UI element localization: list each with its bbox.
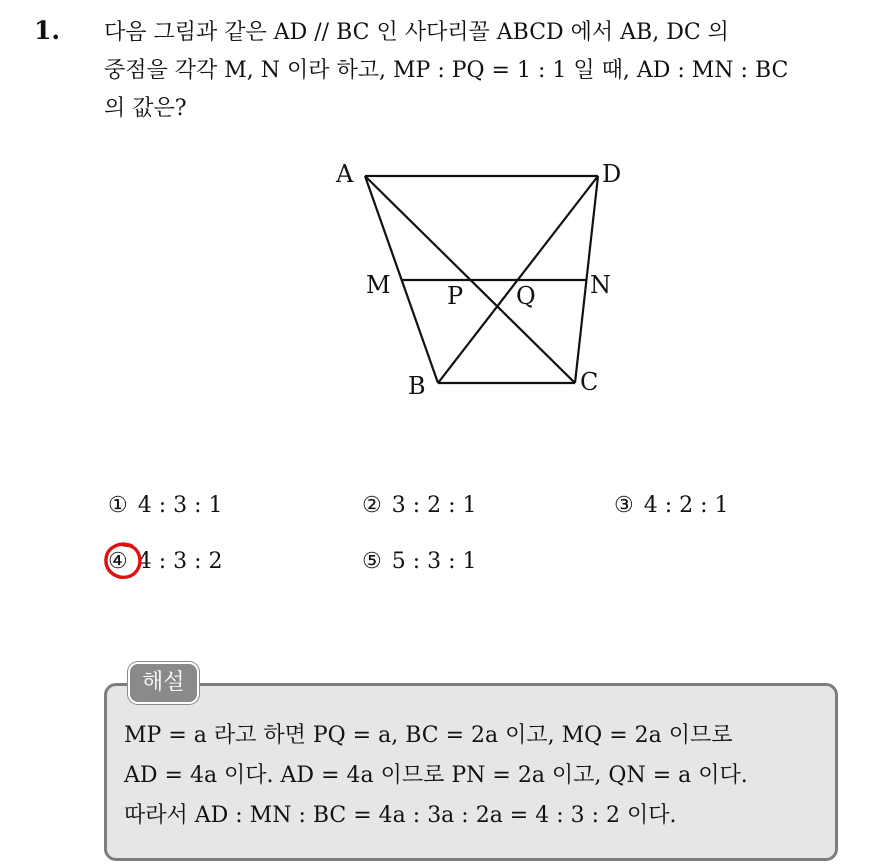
label-p: P (447, 282, 464, 310)
solution-tag: 해설 (128, 662, 199, 704)
answer-circle-mark (102, 539, 144, 581)
stem-line-3: 의 값은? (104, 96, 187, 121)
choice-number: ④ (108, 549, 128, 574)
question-number: 1. (34, 16, 61, 45)
choice-number: ② (362, 493, 382, 518)
stem-line-1: 다음 그림과 같은 AD // BC 인 사다리꼴 ABCD 에서 AB, DC 의 (104, 20, 729, 45)
choice-5[interactable] (362, 549, 477, 574)
label-n: N (590, 271, 611, 299)
choice-text: 4 : 3 : 2 (137, 549, 223, 574)
choice-text: 3 : 2 : 1 (391, 493, 477, 518)
label-b: B (408, 372, 426, 400)
solution-line-1: MP = a 라고 하면 PQ = a, BC = 2a 이고, MQ = 2a 이므로 (124, 723, 733, 748)
stem-line-2: 중점을 각각 M, N 이라 하고, MP : PQ = 1 : 1 일 때, AD : MN : BC (104, 58, 789, 83)
choice-number: ① (108, 493, 128, 518)
choice-number: ③ (614, 493, 634, 518)
trapezoid-figure (330, 150, 650, 410)
choice-1[interactable] (108, 493, 223, 518)
choice-text: 5 : 3 : 1 (391, 549, 477, 574)
choice-text: 4 : 3 : 1 (137, 493, 223, 518)
label-c: C (580, 368, 599, 396)
label-m: M (366, 271, 391, 299)
choice-text: 4 : 2 : 1 (643, 493, 729, 518)
choice-2[interactable] (362, 493, 477, 518)
label-q: Q (516, 282, 536, 310)
solution-line-2: AD = 4a 이다. AD = 4a 이므로 PN = 2a 이고, QN = a 이다. (124, 763, 748, 788)
choice-3[interactable] (614, 493, 729, 518)
label-a: A (336, 160, 354, 188)
label-d: D (602, 160, 622, 188)
solution-line-3: 따라서 AD : MN : BC = 4a : 3a : 2a = 4 : 3 : 2 이다. (124, 803, 677, 828)
question-stem (104, 14, 874, 128)
choice-number: ⑤ (362, 549, 382, 574)
solution-text (124, 716, 832, 836)
